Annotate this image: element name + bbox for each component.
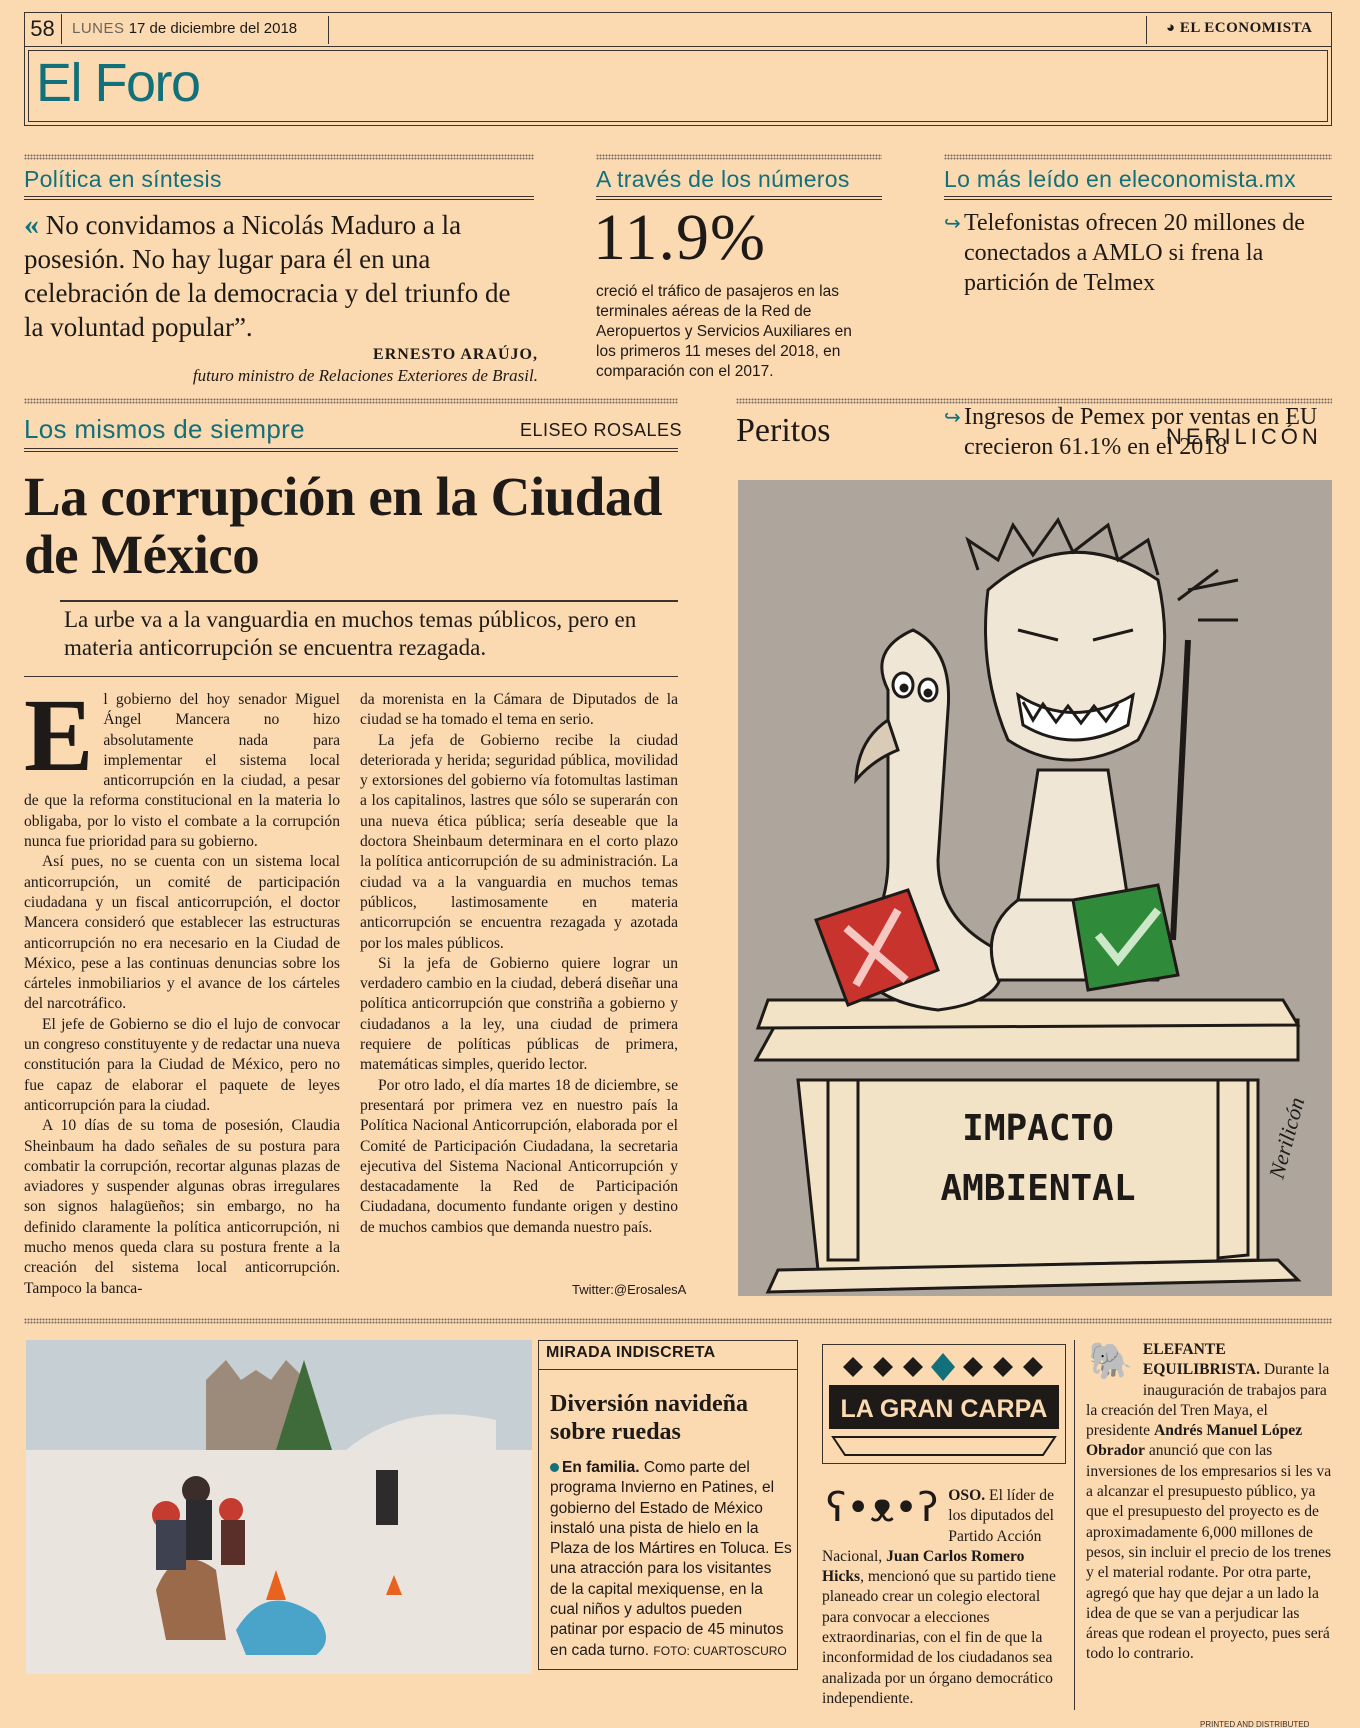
dotted-rule xyxy=(24,154,534,160)
ice-rink-photo xyxy=(26,1340,532,1674)
pull-quote: « No convidamos a Nicolás Maduro a la posesión. No hay lugar para él en una celebración de la democracia y del triunfo de la voluntad popular”. xyxy=(24,208,511,342)
sign-text-line1: IMPACTO xyxy=(962,1108,1114,1149)
brand-name: ◕ EL ECONOMISTA xyxy=(1166,20,1313,36)
cartoon-illustration xyxy=(738,480,1332,1296)
article-column-1 xyxy=(24,678,340,1299)
brand-logo-icon: ◕ xyxy=(1166,20,1176,36)
header-divider xyxy=(1146,16,1147,44)
header-divider xyxy=(328,16,329,44)
heading-rule xyxy=(24,196,534,200)
drop-cap: E xyxy=(24,678,94,793)
dotted-rule xyxy=(24,398,678,404)
article-paragraph: l gobierno del hoy senador Miguel Ángel Mancera no hizo absolutamente nada para implementar el sistema local anticorrupción en la ciudad, a pesar de que la reforma constitucional en la materia lo obligaba, por lo visto el combate a la corrupción nunca fue prioridad para su gobierno. xyxy=(24,691,340,851)
bear-icon: ʕ•ᴥ•ʔ xyxy=(826,1485,939,1531)
circus-tent-icon xyxy=(823,1345,1065,1463)
mas-leido-heading: Lo más leído en eleconomista.mx xyxy=(944,166,1296,192)
mirada-title: Diversión navideña sobre ruedas xyxy=(550,1391,749,1445)
mirada-caption: En familia. Como parte del programa Invierno en Patines, el gobierno del Estado de México instaló una pista de hielo en la Plaza de los Mártires en Toluca. Es una atracción para los visitantes de la capital mexiquense, en la cual niños y adultos pueden patinar por espacio de 45 minutos en cada turno. FOTO: CUARTOSCURO xyxy=(550,1459,792,1659)
issue-date: LUNES 17 de diciembre del 2018 xyxy=(72,20,298,37)
most-read-item[interactable]: ↪ Telefonistas ofrecen 20 millones de conectados a AMLO si frena la partición de Telmex xyxy=(944,210,1305,296)
gran-carpa-logo xyxy=(822,1344,1066,1464)
numeros-heading: A través de los números xyxy=(596,166,850,192)
cartoon-signature: Nerilicón xyxy=(1263,1094,1310,1182)
article-column-2 xyxy=(360,690,678,1238)
key-figure-description: creció el tráfico de pasajeros en las terminales aéreas de la Red de Aeropuertos y Servicios Auxiliares en los primeros 11 meses del 2018, en comparación con el 2017. xyxy=(596,283,852,380)
section-banner-inner xyxy=(28,50,1328,122)
dotted-rule xyxy=(596,154,882,160)
politica-heading: Política en síntesis xyxy=(24,166,222,192)
section-title: El Foro xyxy=(36,53,200,113)
bullet-icon xyxy=(550,1463,559,1472)
quote-mark-icon: « xyxy=(24,208,39,241)
quote-author-role: futuro ministro de Relaciones Exteriores de Brasil. xyxy=(192,366,538,385)
cartoonist-name: NERILICÓN xyxy=(1166,424,1322,449)
subhead-rule xyxy=(60,600,678,602)
dotted-rule xyxy=(24,1318,1332,1324)
heading-rule xyxy=(944,196,1332,200)
most-read-item[interactable]: ↪ Ingresos de Pemex por ventas en EU crecieron 61.1% en el 2018 xyxy=(944,404,1318,460)
heading-rule xyxy=(24,448,678,452)
article-paragraph: da morenista en la Cámara de Diputados de la ciudad se ha tomado el tema en serio. xyxy=(360,691,678,729)
green-check-button-icon xyxy=(1073,885,1178,990)
column-name: Los mismos de siempre xyxy=(24,414,305,444)
gossip-item-elefante: 🐘 ELEFANTE EQUILIBRISTA. Durante la inauguración de trabajos para la creación del Tren Maya, el presidente Andrés Manuel López Obrador anunció que con las inversiones de los empresarios si les va a alcanzar el presupuesto público, ya que el presupuesto del proyecto es de aproximadamente 6,000 millones de pesos, sin incluir el precio de los trenes y el material rodante. Por otra parte, agregó que hay que dejar a un lado la idea de que se van a perjudicar las áreas que rodean el proyecto, pues será todo lo contrario. xyxy=(1086,1341,1332,1663)
article-paragraph: La jefa de Gobierno recibe la ciudad deteriorada y herida; seguridad pública, movilidad y extorsiones del gobierno vía fotomultas lastiman a los capitalinos, lastres que sólo se superarán con una nueva ética pública; sería deseable que la doctora Sheinbaum determinara en el corto plazo la política anticorrupción de su administración. La ciudad va a la vanguardia en muchos temas públicos, lastimosamente en materia anticorrupción se encuentra rezagada y azotada por los males públicos. xyxy=(360,731,678,952)
column-byline: ELISEO ROSALES xyxy=(520,420,683,440)
mirada-label: MIRADA INDISCRETA xyxy=(538,1340,798,1370)
article-headline: La corrupción en la Ciudad de México xyxy=(24,466,662,585)
article-paragraph: Si la jefa de Gobierno quiere lograr un verdadero cambio en la ciudad, deberá diseñar una política anticorrupción que constriña a gobierno y ciudadanos a la ley, una ciudad de primera requiere de políticas públicas de primera, matemáticas simples, querido lector. xyxy=(360,954,678,1074)
article-paragraph: A 10 días de su toma de posesión, Claudia Sheinbaum ha dado señales de su postura para combatir la corrupción, recortar algunas plazas de aviadores y suspender algunas obras irregulares son signos halagüeños; sin embargo, no ha definido claramente la política anticorrupción, ni mucho menos queda clara su postura frente a la creación del sistema local anticorrupción. Tampoco la banca- xyxy=(24,1117,340,1297)
dotted-rule xyxy=(944,154,1332,160)
elephant-icon: 🐘 xyxy=(1088,1341,1133,1382)
sign-text-line2: AMBIENTAL xyxy=(940,1168,1136,1209)
author-twitter[interactable]: Twitter:@ErosalesA xyxy=(572,1282,687,1297)
news-photo xyxy=(26,1340,532,1674)
article-paragraph: Así pues, no se cuenta con un sistema local anticorrupción, un comité de participación ciudadana y un fiscal anticorrupción, el doctor Mancera consideró que establecer las estructuras anticorrupción no era necesario en la Ciudad de México, pese a las continuas denuncias sobre los cárteles inmobiliarios y el avance de los cárteles del narcotráfico. xyxy=(24,853,340,1013)
gran-carpa-title: LA GRAN CARPA xyxy=(840,1395,1048,1423)
page-number: 58 xyxy=(24,14,62,44)
article-paragraph: Por otro lado, el día martes 18 de diciembre, se presentará por primera vez en nuestro país la Política Nacional Anticorrupción, elaborada por el Comité de Participación Ciudadana, la secretaria ejecutiva del Sistema Nacional Anticorrupción y destacadamente la Red de Participación Ciudadana, documento fundante origen y destino de muchos cambios que demanda nuestro país. xyxy=(360,1076,678,1236)
arrow-right-icon: ↪ xyxy=(944,405,961,429)
quote-author: ERNESTO ARAÚJO, xyxy=(373,346,538,363)
editorial-cartoon xyxy=(738,480,1332,1296)
key-figure: 11.9% xyxy=(593,201,767,274)
cartoon-title: Peritos xyxy=(736,412,831,449)
body-rule xyxy=(24,676,678,677)
article-paragraph: El jefe de Gobierno se dio el lujo de convocar un congreso constituyente y de redactar una nueva constitución para la Ciudad de México, pero no fue capaz de elaborar el paquete de leyes anticorrupción para la ciudad. xyxy=(24,1015,340,1114)
gossip-item-oso: ʕ•ᴥ•ʔ OSO. El líder de los diputados del Partido Acción Nacional, Juan Carlos Romero Hicks, mencionó que su partido tiene planeado crear un colegio electoral para convocar a elecciones extraordinarias, con el fin de que la inconformidad de los ciudadanos sea analizada por un órgano democrático independiente. xyxy=(822,1485,1056,1707)
print-notice: PRINTED AND DISTRIBUTED xyxy=(1200,1720,1310,1728)
dotted-rule xyxy=(736,398,1332,404)
article-subhead: La urbe va a la vanguardia en muchos temas públicos, pero en materia anticorrupción se encuentra rezagada. xyxy=(64,607,637,660)
arrow-right-icon: ↪ xyxy=(944,211,961,235)
column-divider xyxy=(1074,1340,1075,1710)
